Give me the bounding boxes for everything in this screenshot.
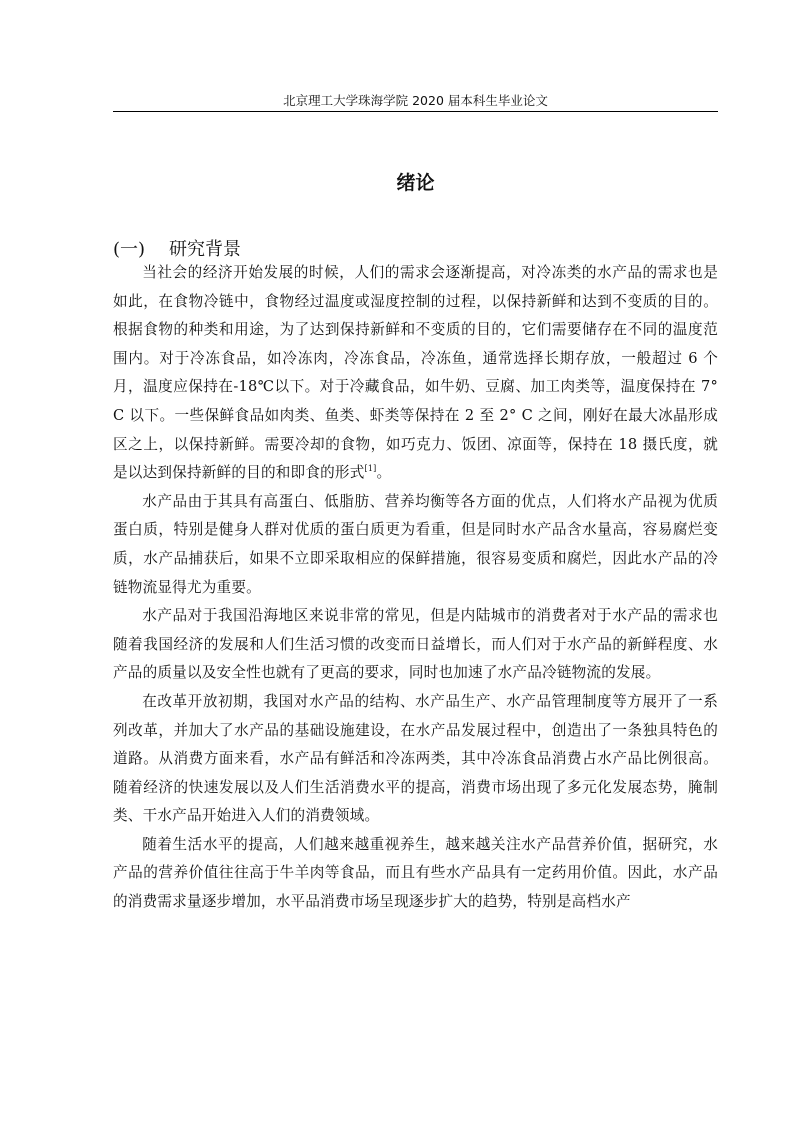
header-rule bbox=[113, 111, 718, 112]
paragraph: 水产品由于其具有高蛋白、低脂肪、营养均衡等各方面的优点，人们将水产品视为优质蛋白质，特别是健身人群对优质的蛋白质更为看重，但是同时水产品含水量高，容易腐烂变质，水产品捕获后，如果不立即采取相应的保鲜措施，很容易变质和腐烂，因此水产品的冷链物流显得尤为重要。 bbox=[113, 492, 718, 596]
paragraph-tail: 。 bbox=[376, 464, 392, 482]
body-text bbox=[113, 259, 718, 917]
citation-marker[interactable]: [1] bbox=[364, 464, 377, 474]
paragraph-text: 当社会的经济开始发展的时候，人们的需求会逐渐提高，对冷冻类的水产品的需求也是如此，在食物冷链中，食物经过温度或湿度控制的过程，以保持新鲜和达到不变质的目的。根据食物的种类和用途，为了达到保持新鲜和不变质的目的，它们需要储存在不同的温度范围内。对于冷冻食品，如冷冻肉，冷冻食品，冷冻鱼，通常选择长期存放，一般超过 6 个月，温度应保持在-18℃以下。对于冷藏食品，如牛奶、豆腐、加工肉类等，温度保持在 7° C 以下。一些保鲜食品如肉类、鱼类、虾类等保持在 2 至 2° C 之间，刚好在最大冰晶形成区之上，以保持新鲜。需要冷却的食物，如巧克力、饭团、凉面等，保持在 18 摄氏度，就是以达到保持新鲜的目的和即食的形式 bbox=[113, 264, 718, 482]
section-title: 研究背景 bbox=[169, 239, 241, 260]
running-header: 北京理工大学珠海学院 2020 届本科生毕业论文 bbox=[283, 93, 548, 108]
paragraph bbox=[113, 259, 718, 488]
paragraph: 水产品对于我国沿海地区来说非常的常见，但是内陆城市的消费者对于水产品的需求也随着我国经济的发展和人们生活习惯的改变而日益增长，而人们对于水产品的新鲜程度、水产品的质量以及安全性也就有了更高的要求，同时也加速了水产品冷链物流的发展。 bbox=[113, 607, 718, 682]
section-number: (一) bbox=[113, 239, 146, 260]
paragraph: 随着生活水平的提高，人们越来越重视养生，越来越关注水产品营养价值，据研究，水产品的营养价值往往高于牛羊肉等食品，而且有些水产品具有一定药用价值。因此，水产品的消费需求量逐步增加，水平品消费市场呈现逐步扩大的趋势，特别是高档水产 bbox=[113, 835, 718, 911]
paragraph: 在改革开放初期，我国对水产品的结构、水产品生产、水产品管理制度等方展开了一系列改革，并加大了水产品的基础设施建设，在水产品发展过程中，创造出了一条独具特色的道路。从消费方面来看，水产品有鲜活和冷冻两类，其中冷冻食品消费占水产品比例很高。随着经济的快速发展以及人们生活消费水平的提高，消费市场出现了多元化发展态势，腌制类、干水产品开始进入人们的消费领域。 bbox=[113, 692, 718, 825]
chapter-title: 绪论 bbox=[396, 172, 435, 194]
